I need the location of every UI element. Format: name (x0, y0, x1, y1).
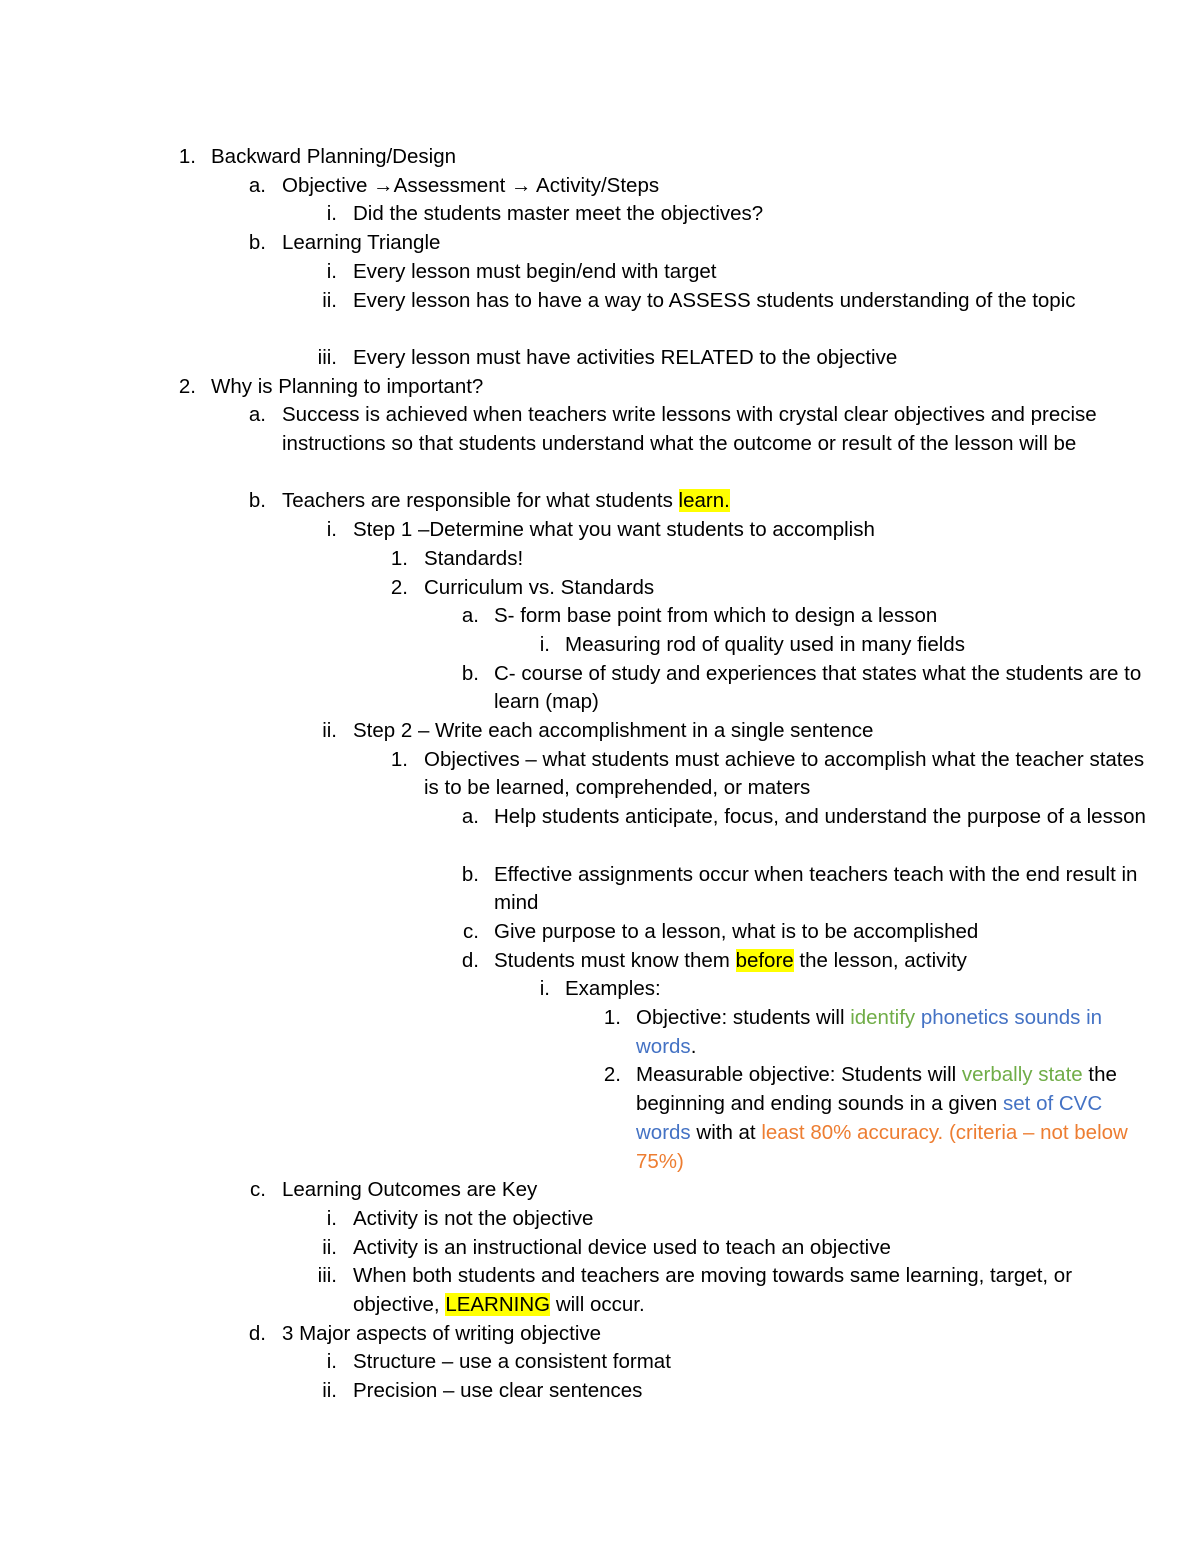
list-item-text (282, 1176, 1160, 1205)
text-run: Structure – use a consistent format (353, 1350, 671, 1374)
list-marker: i. (326, 1206, 337, 1230)
list-marker: b. (461, 661, 479, 685)
text-run: Every lesson must have activities RELATED to the objective (353, 345, 898, 369)
text-run: Standards! (424, 546, 524, 570)
text-run: Objective: students will (636, 1006, 851, 1029)
list-item-text (353, 287, 1160, 316)
list-marker: ii. (322, 1379, 337, 1403)
list-item-text (282, 172, 1160, 201)
list-item-text (494, 602, 1160, 631)
text-run: Learning Triangle (282, 231, 441, 255)
orange-text: least 80% accuracy. (criteria – not below 75%) (636, 1120, 1128, 1173)
list-item-text (565, 975, 1160, 1004)
list-marker: i. (539, 632, 550, 656)
text-run: the beginning and ending sounds in a given (636, 1063, 1117, 1116)
text-run: will occur. (550, 1293, 645, 1316)
list-item-text (282, 229, 1160, 258)
list-marker: b. (248, 489, 266, 513)
list-item-text (494, 947, 1160, 976)
list-item-text (494, 803, 1160, 832)
blue-text: phonetics sounds in words (636, 1006, 1103, 1058)
list-marker: 2. (603, 1063, 621, 1087)
list-item-text (353, 258, 1160, 287)
list-marker: iii. (317, 345, 337, 369)
text-run: Every lesson has to have a way to ASSESS students understanding of the topic (353, 288, 1076, 312)
list-item-text (282, 401, 1160, 458)
text-run: Success is achieved when teachers write lessons with crystal clear objectives and precise instructions so that students understand what the outcome or result of the lesson will be (282, 403, 1097, 455)
list-marker: a. (461, 604, 479, 628)
list-marker: c. (250, 1178, 266, 1202)
text-run: Step 2 – Write each accomplishment in a single sentence (353, 719, 874, 742)
highlighted-text: learn. (678, 489, 730, 513)
list-marker: 1. (603, 1006, 621, 1029)
list-item-text (211, 373, 1160, 402)
list-item-text (353, 1234, 1160, 1263)
text-run: Measurable objective: Students will (636, 1063, 962, 1087)
list-item-text (353, 344, 1160, 373)
text-run: Help students anticipate, focus, and understand the purpose of a lesson (494, 805, 1146, 829)
text-run: Objectives – what students must achieve to accomplish what the teacher states is to be learned, comprehended, or maters (424, 747, 1145, 800)
list-marker: 1. (390, 546, 408, 570)
green-text: identify (850, 1006, 916, 1029)
list-item-text (282, 487, 1160, 516)
list-marker: a. (461, 805, 479, 829)
list-marker: 2. (178, 374, 196, 398)
list-marker: ii. (322, 288, 337, 312)
list-item-text (353, 200, 1160, 229)
list-marker: 1. (178, 145, 196, 168)
list-item-text (353, 1348, 1160, 1377)
list-marker: i. (326, 259, 337, 283)
highlighted-text: LEARNING (445, 1293, 551, 1316)
list-marker: a. (248, 173, 266, 197)
text-run: C- course of study and experiences that states what the students are to learn (map) (494, 661, 1142, 714)
green-text: verbally state (961, 1063, 1083, 1087)
list-marker: ii. (322, 1235, 337, 1259)
list-item-text (424, 746, 1160, 803)
text-run: 3 Major aspects of writing objective (282, 1321, 602, 1345)
list-marker: iii. (317, 1264, 337, 1288)
text-run: with at (690, 1120, 762, 1144)
text-run: Why is Planning to important? (211, 374, 484, 398)
list-marker: ii. (322, 719, 337, 742)
list-item-text (353, 717, 1160, 746)
list-item-text (636, 1004, 1160, 1061)
text-run: Step 1 –Determine what you want students to accomplish (353, 518, 875, 542)
list-item-text (636, 1061, 1160, 1176)
list-marker: i. (326, 518, 337, 542)
list-item-text (494, 660, 1160, 717)
text-run: When both students and teachers are moving towards same learning, target, or objective, (353, 1264, 1073, 1316)
list-marker: c. (463, 919, 479, 943)
text-run: Measuring rod of quality used in many fields (565, 632, 965, 656)
list-marker: a. (248, 403, 266, 427)
list-marker: i. (326, 1350, 337, 1374)
list-item-text (565, 631, 1160, 660)
text-run: Effective assignments occur when teachers teach with the end result in mind (494, 862, 1138, 915)
text-run: S- form base point from which to design a lesson (494, 604, 938, 628)
list-marker: 1. (390, 747, 408, 771)
list-marker: i. (539, 977, 550, 1001)
text-run: Precision – use clear sentences (353, 1379, 643, 1403)
list-item-text (353, 1205, 1160, 1234)
text-run: the lesson, activity (793, 948, 967, 972)
list-item-text (494, 861, 1160, 918)
text-run: Activity is an instructional device used to teach an objective (353, 1235, 891, 1259)
list-marker: i. (326, 202, 337, 226)
list-marker: b. (248, 231, 266, 255)
list-item-text (353, 516, 1160, 545)
text-run: Activity is not the objective (353, 1206, 594, 1230)
list-marker: d. (248, 1321, 266, 1345)
blue-text: set of CVC words (636, 1092, 1103, 1144)
text-run: Backward Planning/Design (211, 145, 456, 168)
list-item-text (353, 1377, 1160, 1406)
list-marker: 2. (390, 575, 408, 599)
text-run: . (690, 1034, 697, 1058)
list-item-text (424, 545, 1160, 574)
highlighted-text: before (735, 948, 794, 972)
text-run: Teachers are responsible for what students (282, 489, 679, 513)
list-item-text (211, 143, 1160, 172)
text-run: Students must know them (494, 948, 736, 972)
text-run: Objective →Assessment → Activity/Steps (282, 173, 660, 197)
text-run: Did the students master meet the objectives? (353, 202, 764, 226)
text-run: Examples: (565, 977, 661, 1001)
text-run: Every lesson must begin/end with target (353, 259, 717, 283)
list-item-text (353, 1262, 1160, 1319)
list-item-text (424, 574, 1160, 603)
list-item-text (282, 1320, 1160, 1349)
text-run: Learning Outcomes are Key (282, 1178, 538, 1202)
list-marker: d. (461, 948, 479, 972)
text-run: Curriculum vs. Standards (424, 575, 655, 599)
list-marker: b. (461, 862, 479, 886)
text-run: Give purpose to a lesson, what is to be accomplished (494, 919, 979, 943)
list-item-text (494, 918, 1160, 947)
